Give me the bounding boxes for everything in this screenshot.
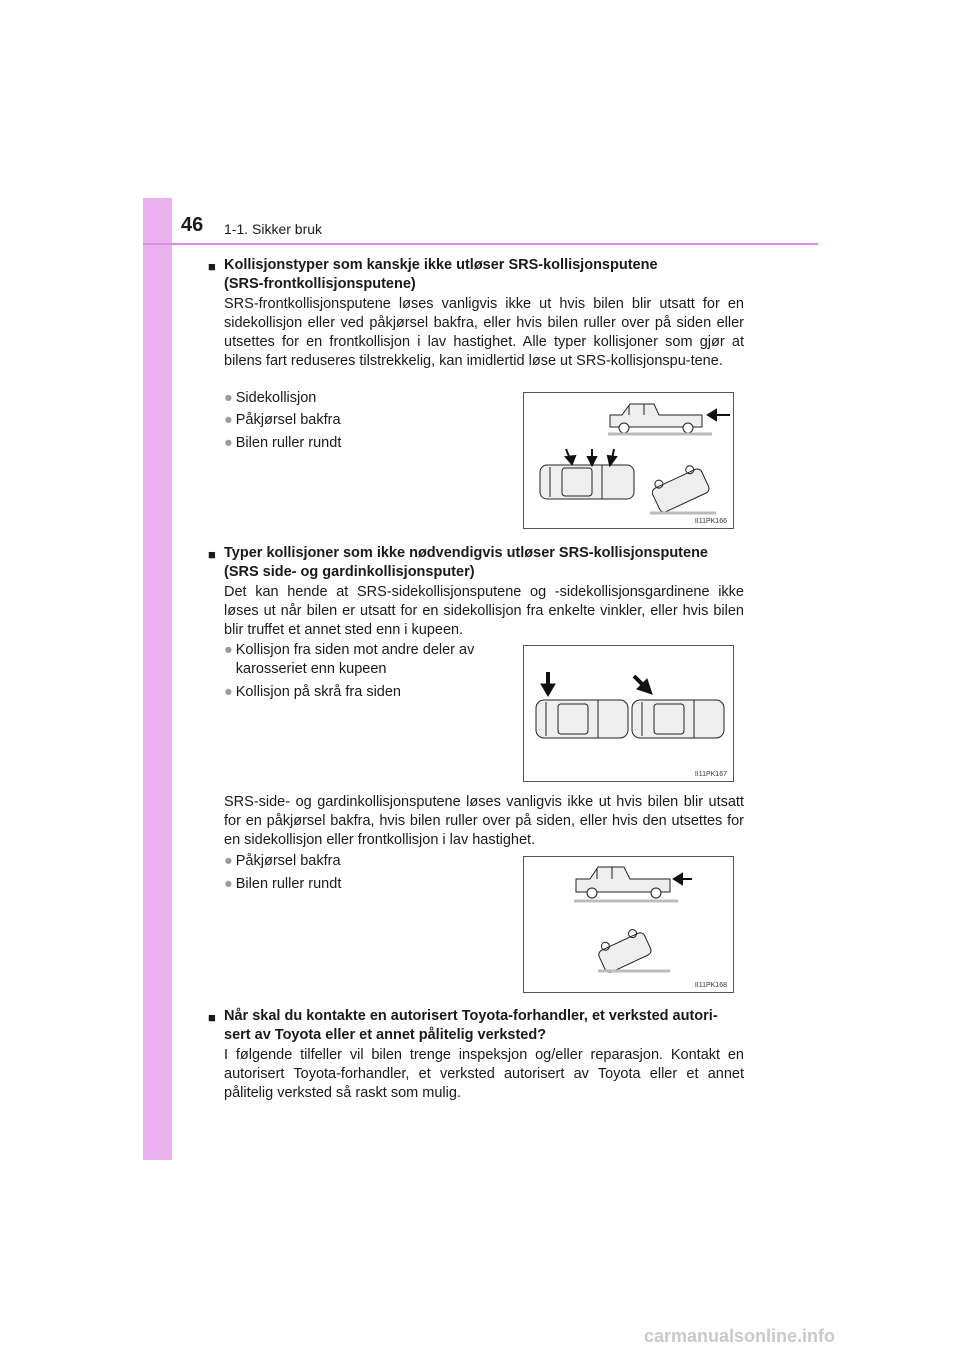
heading-line: Typer kollisjoner som ikke nødvendigvis utløser SRS-kollisjonsputene	[224, 545, 708, 561]
pickup-top-view-icon	[536, 700, 628, 738]
section-heading	[208, 1007, 748, 1045]
bullet-item: ● Påkjørsel bakfra	[224, 853, 341, 869]
pickup-top-view-icon	[540, 465, 634, 499]
square-bullet-icon: ■	[208, 259, 216, 274]
watermark: carmanualsonline.info	[644, 1326, 836, 1346]
rolled-car-icon	[648, 462, 710, 514]
square-bullet-icon: ■	[208, 547, 216, 562]
bullet-item: ● Bilen ruller rundt	[224, 435, 342, 451]
bullet-item: ● Kollisjon på skrå fra siden	[224, 684, 401, 700]
bullet-dot-icon: ●	[224, 390, 233, 406]
square-bullet-icon: ■	[208, 1010, 216, 1025]
section-heading	[208, 544, 748, 582]
body-paragraph: Det kan hende at SRS-sidekollisjonsputene og -sidekollisjonsgardinene ikke løses ut når bilen er utsatt for en sidekollisjon fra enkelte vinkler, eller hvis bilen blir truffet et annet sted enn i kupeen.	[224, 584, 744, 638]
heading-line: (SRS side- og gardinkollisjonsputer)	[224, 564, 475, 580]
rear-rollover-illustration	[524, 857, 733, 992]
bullet-item: ● Kollisjon fra siden mot andre deler av karosseriet enn kupeen	[224, 642, 475, 677]
figure-collision-types	[523, 392, 734, 529]
header-divider	[143, 243, 818, 245]
figure-code: II11PK166	[694, 518, 727, 525]
bullet-dot-icon: ●	[224, 435, 233, 451]
bullet-dot-icon: ●	[224, 853, 233, 869]
bullet-item: ● Sidekollisjon	[224, 390, 317, 406]
section-heading	[208, 256, 748, 294]
body-paragraph: SRS-frontkollisjonsputene løses vanligvis ikke ut hvis bilen blir utsatt for en sidekollisjon eller ved påkjørsel bakfra, eller hvis bilen ruller over på siden eller utsettes for en frontkollisjon i lav hastighet. Alle typer kollisjoner som gjør at bilens fart reduseres tilstrekkelig, kan imidlertid løse ut SRS-kollisjonspu-tene.	[224, 296, 744, 369]
bullet-dot-icon: ●	[224, 412, 233, 428]
pickup-side-view-icon	[576, 867, 670, 898]
figure-side-collision	[523, 645, 734, 782]
side-collision-illustration	[524, 646, 733, 781]
heading-line: Når skal du kontakte en autorisert Toyota-forhandler, et verksted autori-	[224, 1008, 718, 1024]
rolled-car-icon	[595, 926, 653, 974]
collision-illustration	[524, 393, 733, 528]
body-paragraph: I følgende tilfeller vil bilen trenge inspeksjon og/eller reparasjon. Kontakt en autorisert Toyota-forhandler, et verksted autorisert av Toyota eller et annet pålitelig verksted så raskt som mulig.	[224, 1047, 744, 1101]
bullet-dot-icon: ●	[224, 642, 233, 658]
pickup-top-view-icon	[632, 700, 724, 738]
figure-code: II11PK167	[694, 771, 727, 778]
bullet-item: ● Påkjørsel bakfra	[224, 412, 341, 428]
bullet-dot-icon: ●	[224, 876, 233, 892]
bullet-dot-icon: ●	[224, 684, 233, 700]
chapter-sidebar-tab	[143, 198, 172, 1160]
heading-line: (SRS-frontkollisjonsputene)	[224, 276, 416, 292]
arrow-icon	[566, 449, 575, 464]
heading-line: sert av Toyota eller et annet pålitelig verksted?	[224, 1027, 547, 1043]
arrow-down-icon	[541, 672, 555, 696]
body-paragraph: SRS-side- og gardinkollisjonsputene løses vanligvis ikke ut hvis bilen blir utsatt for en påkjørsel bakfra, hvis bilen ruller over på siden, eller hvis den utsettes for en sidekollisjon eller frontkollisjon i lav hastighet.	[224, 794, 744, 848]
arrow-diagonal-icon	[634, 676, 652, 694]
arrow-icon	[708, 410, 730, 420]
pickup-side-view-icon	[610, 404, 702, 433]
arrow-icon	[608, 449, 616, 465]
arrow-icon	[674, 874, 692, 884]
arrow-icon	[588, 449, 596, 465]
chapter-title: 1-1. Sikker bruk	[224, 221, 323, 237]
page-number: 46	[181, 214, 204, 236]
figure-code: II11PK168	[694, 982, 727, 989]
heading-line: Kollisjonstyper som kanskje ikke utløser SRS-kollisjonsputene	[224, 257, 658, 273]
figure-rear-rollover	[523, 856, 734, 993]
bullet-item: ● Bilen ruller rundt	[224, 876, 342, 892]
